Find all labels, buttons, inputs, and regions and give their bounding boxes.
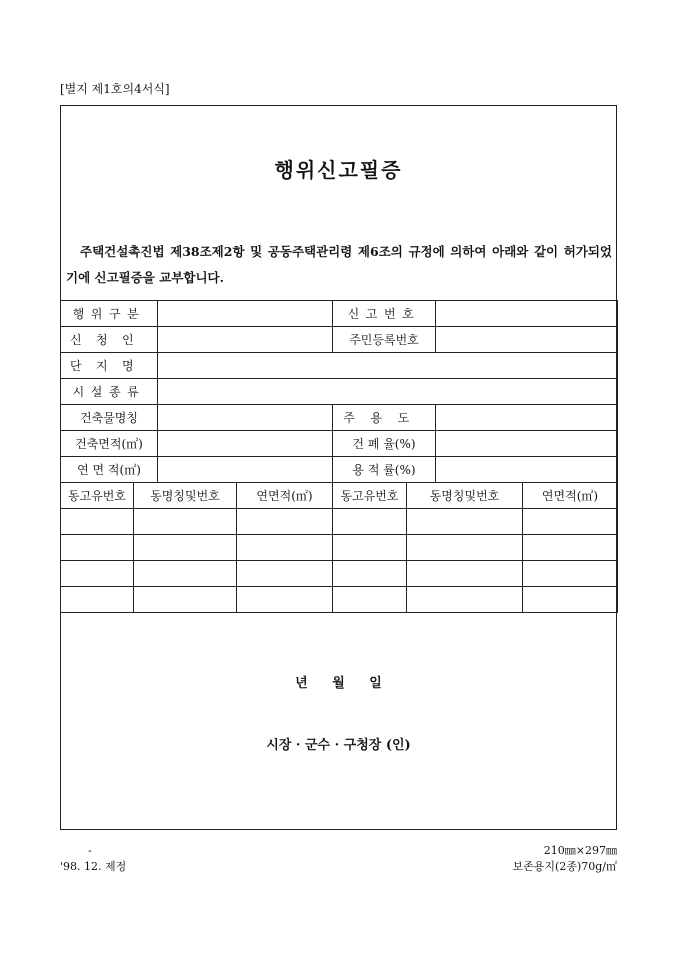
main-use-label: 주용도: [333, 405, 436, 431]
unit-cell[interactable]: [134, 587, 237, 613]
resident-no-value[interactable]: [436, 327, 618, 353]
unit-cell[interactable]: [407, 509, 523, 535]
table-row: [61, 379, 618, 405]
table-row: [61, 457, 618, 483]
paper-spec: 보존용지(2종)70g/㎡: [512, 860, 617, 873]
coverage-ratio-label: 건 폐 율(%): [333, 431, 436, 457]
unit-cell[interactable]: [523, 535, 618, 561]
table-row: [61, 561, 618, 587]
table-row: [61, 535, 618, 561]
intro-text: 주택건설촉진법 제38조제2항 및 공동주택관리령 제6조의 규정에 의하여 아래와 같이 허가되었기에 신고필증을 교부합니다.: [66, 244, 612, 285]
floor-area-ratio-label: 용 적 률(%): [333, 457, 436, 483]
act-type-value[interactable]: [158, 301, 333, 327]
unit-cell[interactable]: [523, 509, 618, 535]
unit-header-cell: 동고유번호: [61, 483, 134, 509]
unit-cell[interactable]: [61, 561, 134, 587]
table-row: [61, 353, 618, 379]
building-name-label: 건축물명칭: [61, 405, 158, 431]
form-label: [별지 제1호의4서식]: [60, 82, 170, 96]
building-area-label: 건축면적(㎡): [61, 431, 158, 457]
unit-cell[interactable]: [61, 509, 134, 535]
report-no-label: 신고번호: [333, 301, 436, 327]
building-name-value[interactable]: [158, 405, 333, 431]
unit-cell[interactable]: [333, 587, 407, 613]
table-row: [61, 509, 618, 535]
table-row: [61, 327, 618, 353]
unit-cell[interactable]: [134, 535, 237, 561]
table-row: [61, 587, 618, 613]
applicant-value[interactable]: [158, 327, 333, 353]
unit-cell[interactable]: [523, 587, 618, 613]
unit-cell[interactable]: [237, 535, 333, 561]
unit-header-cell: 동명칭및번호: [134, 483, 237, 509]
unit-cell[interactable]: [134, 509, 237, 535]
unit-cell[interactable]: [237, 561, 333, 587]
unit-cell[interactable]: [333, 509, 407, 535]
form-frame: [60, 105, 617, 830]
unit-header-cell: 연면적(㎡): [523, 483, 618, 509]
floor-area-ratio-value[interactable]: [436, 457, 618, 483]
unit-cell[interactable]: [333, 561, 407, 587]
unit-table: [60, 482, 618, 613]
unit-cell[interactable]: [237, 509, 333, 535]
facility-type-label: 시설종류: [61, 379, 158, 405]
unit-header-cell: 동명칭및번호: [407, 483, 523, 509]
coverage-ratio-value[interactable]: [436, 431, 618, 457]
unit-cell[interactable]: [61, 535, 134, 561]
info-table: [60, 300, 618, 483]
act-type-label: 행위구분: [61, 301, 158, 327]
facility-type-value[interactable]: [158, 379, 618, 405]
unit-cell[interactable]: [333, 535, 407, 561]
floor-area-label: 연 면 적(㎡): [61, 457, 158, 483]
unit-cell[interactable]: [237, 587, 333, 613]
unit-cell[interactable]: [407, 561, 523, 587]
unit-cell[interactable]: [407, 535, 523, 561]
table-row: [61, 405, 618, 431]
main-use-value[interactable]: [436, 405, 618, 431]
unit-table-header: [61, 483, 618, 509]
footer-dash: -: [88, 844, 92, 857]
unit-cell[interactable]: [407, 587, 523, 613]
building-area-value[interactable]: [158, 431, 333, 457]
unit-header-cell: 연면적(㎡): [237, 483, 333, 509]
enactment-date: '98. 12. 제정: [60, 860, 127, 873]
unit-cell[interactable]: [523, 561, 618, 587]
date-line: 년 월 일: [295, 676, 382, 691]
page-title: 행위신고필증: [274, 158, 403, 182]
resident-no-label: 주민등록번호: [333, 327, 436, 353]
complex-name-value[interactable]: [158, 353, 618, 379]
table-row: [61, 431, 618, 457]
complex-name-label: 단지명: [61, 353, 158, 379]
applicant-label: 신청인: [61, 327, 158, 353]
paper-size: 210㎜×297㎜: [543, 844, 617, 857]
unit-cell[interactable]: [134, 561, 237, 587]
report-no-value[interactable]: [436, 301, 618, 327]
table-row: [61, 301, 618, 327]
floor-area-value[interactable]: [158, 457, 333, 483]
issuer-signature: 시장 · 군수 · 구청장 (인): [266, 738, 411, 753]
unit-cell[interactable]: [61, 587, 134, 613]
unit-header-cell: 동고유번호: [333, 483, 407, 509]
